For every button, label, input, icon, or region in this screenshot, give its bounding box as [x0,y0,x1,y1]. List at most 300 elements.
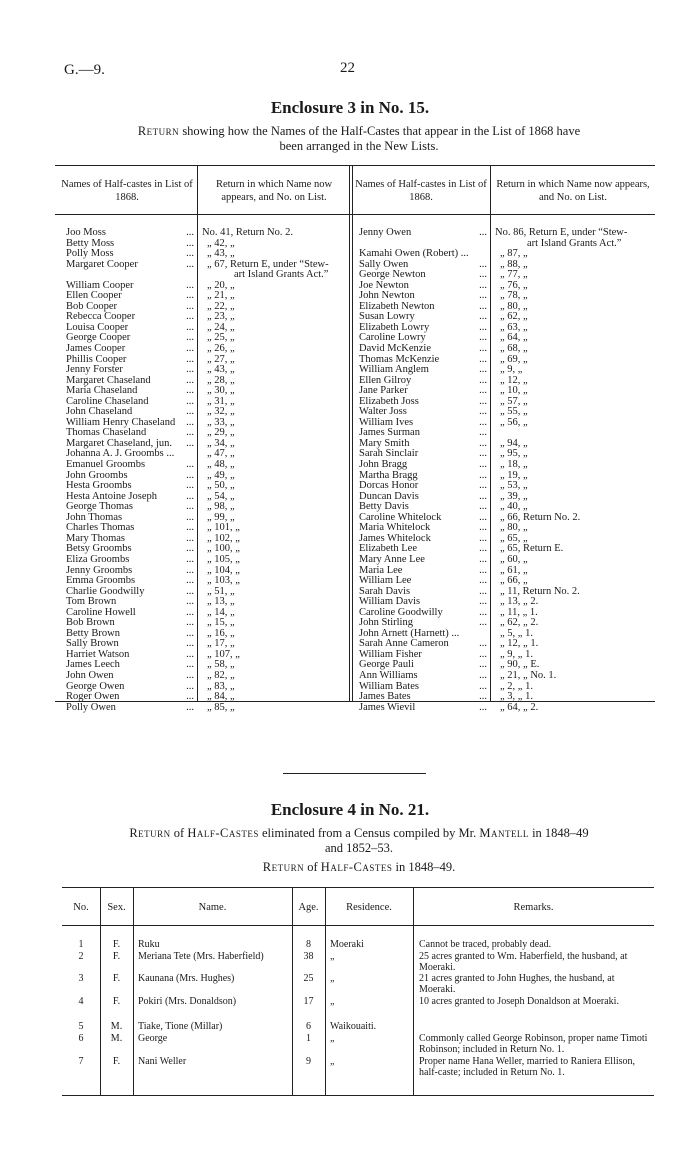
caption-text-2: and 1852–53. [324,841,394,855]
census-sex-cell: F. [112,951,121,962]
name-text: Jenny Groombs [66,564,133,576]
name-text: William Fisher [359,648,422,660]
return-text: „ 67, Return E, under “Stew- [207,258,329,270]
leader-dots: ... [479,669,487,681]
leader-dots: ... [479,543,487,555]
return-text: „ 63, „ [500,321,528,333]
name-text: John Stirling [359,617,413,629]
census-no-cell: 2 [78,951,84,962]
leader-dots: ... [479,648,487,660]
leader-dots: ... [186,321,194,333]
leader-dots: ... [479,511,487,523]
return-text: „ 29, „ [207,427,235,439]
return-text: „ 26, „ [207,343,235,355]
leader-dots: ... [479,459,487,471]
name-text: Polly Moss [66,248,114,260]
return-text: „ 85, „ [207,701,235,713]
name-text: Susan Lowry [359,311,415,323]
return-text: „ 14, „ [207,606,235,618]
table2-col-divider [133,887,134,1095]
name-text: Jane Parker [359,385,408,397]
return-text: „ 51, „ [207,585,235,597]
return-text: „ 16, „ [207,627,235,639]
return-text: „ 103, „ [207,575,240,587]
name-text: Caroline Whitelock [359,511,442,523]
leader-dots: ... [479,300,487,312]
return-text: „ 65, „ [500,532,528,544]
name-text: Walter Joss [359,406,407,418]
name-text: Caroline Chaseland [66,395,149,407]
return-text: „ 104, „ [207,564,240,576]
name-text: Ellen Gilroy [359,374,412,386]
census-no-cell: 4 [78,996,84,1007]
name-text: Martha Bragg [359,469,418,481]
subtitle-lead: Return [262,860,305,874]
name-text: Joe Newton [359,279,409,291]
census-age-cell: 38 [303,951,314,962]
name-text: Harriet Watson [66,648,130,660]
leader-dots: ... [186,490,194,502]
return-text: „ 11, „ 1. [500,606,538,618]
name-text: George Newton [359,269,426,281]
caption-text: of [170,826,188,840]
return-text: „ 17, „ [207,638,235,650]
name-text: George Pauli [359,659,414,671]
name-text: Elizabeth Lee [359,543,418,555]
return-text: „ 94, „ [500,437,528,449]
caption-text: Half-Castes [187,826,259,840]
name-text: Emma Groombs [66,575,136,587]
leader-dots: ... [186,279,194,291]
left-names-list [66,228,194,713]
name-text: Bob Brown [66,617,115,629]
leader-dots: ... [186,532,194,544]
return-text: „ 31, „ [207,395,235,407]
return-entry [495,703,655,714]
return-entry [495,418,655,429]
census-res-cell: „ [330,1056,335,1067]
name-text: Mary Thomas [66,532,126,544]
name-text: Louisa Cooper [66,321,129,333]
return-text: „ 21, „ [207,290,235,302]
leader-dots: ... [479,311,487,323]
enclosure-4-caption [64,826,654,856]
census-rem-cell: Commonly called George Robinson, proper name Timoti Robinson; included in Return No. 1. [419,1033,648,1055]
col-head-no: No. [73,902,89,913]
census-name-cell: Meriana Tete (Mrs. Haberfield) [138,951,264,962]
name-text: Eliza Groombs [66,553,130,565]
return-text: „ 61, „ [500,564,528,576]
return-text: „ 22, „ [207,300,235,312]
leader-dots: ... [479,448,487,460]
half-caste-name [359,228,487,239]
leader-dots: ... [186,648,194,660]
leader-dots: ... [479,427,487,439]
return-text: „ 66, „ [500,575,528,587]
return-text: „ 39, „ [500,490,528,502]
name-text: Ellen Cooper [66,290,122,302]
leader-dots: ... [186,248,194,260]
name-text: Margaret Chaseland, jun. [66,437,172,449]
return-text: „ 49, „ [207,469,235,481]
name-text: Rebecca Cooper [66,311,136,323]
name-text: John Groombs [66,469,128,481]
leader-dots: ... [479,258,487,270]
census-res-cell: „ [330,1033,335,1044]
name-text: John Bragg [359,459,408,471]
return-text: „ 62, „ 2. [500,617,539,629]
census-no-cell: 1 [78,939,84,950]
name-text: William Henry Chaseland [66,416,176,428]
name-text: William Davis [359,596,421,608]
leader-dots: ... [186,469,194,481]
name-text: Sarah Davis [359,585,411,597]
table1-col-divider [197,165,198,701]
enclosure-4-subtitle [64,860,654,875]
leader-dots: ... [186,416,194,428]
name-text: Thomas McKenzie [359,353,440,365]
col-head-remarks: Remarks. [513,902,554,913]
enclosure-4-title: Enclosure 4 in No. 21. [270,800,430,819]
table2-col-divider [413,887,414,1095]
census-sex-cell: F. [112,1056,121,1067]
leader-dots: ... [186,290,194,302]
return-text: „ 98, „ [207,501,235,513]
name-text: Kamahi Owen (Robert) ... [359,248,469,260]
name-text: Betty Brown [66,627,120,639]
name-text: Mary Smith [359,437,410,449]
return-text: „ 50, „ [207,480,235,492]
half-caste-name [66,260,194,271]
name-text: Mary Anne Lee [359,553,425,565]
return-text: „ 77, „ [500,269,528,281]
census-sex-cell: F. [112,973,121,984]
return-text: „ 83, „ [207,680,235,692]
name-text: James Whitelock [359,532,431,544]
name-text: Charles Thomas [66,522,135,534]
return-text: „ 23, „ [207,311,235,323]
table2-col-divider [325,887,326,1095]
return-text: „ 102, „ [207,532,240,544]
return-entry [202,703,348,714]
leader-dots: ... [186,311,194,323]
leader-dots: ... [479,343,487,355]
census-res-cell: „ [330,973,335,984]
return-text: „ 30, „ [207,385,235,397]
census-name-cell: Pokiri (Mrs. Donaldson) [138,996,237,1007]
leader-dots: ... [186,691,194,703]
caption-lead: Return [129,826,171,840]
name-text: Roger Owen [66,691,120,703]
leader-dots: ... [186,427,194,439]
census-no-cell: 6 [78,1033,84,1044]
leader-dots: ... [186,553,194,565]
return-text: No. 41, Return No. 2. [202,227,293,238]
return-text: „ 65, Return E. [500,543,564,555]
name-text: Dorcas Honor [359,480,419,492]
name-text: Duncan Davis [359,490,419,502]
name-text: Caroline Howell [66,606,136,618]
leader-dots: ... [479,364,487,376]
return-text: „ 47, „ [207,448,235,460]
table1-top-rule [55,165,655,166]
name-text: George Owen [66,680,125,692]
leader-dots: ... [479,501,487,513]
census-name-cell: George [138,1033,168,1044]
census-age-cell: 17 [303,996,314,1007]
return-text: „ 24, „ [207,321,235,333]
return-text: „ 18, „ [500,459,528,471]
census-name-cell: Tiake, Tione (Millar) [138,1021,223,1032]
left-returns-list [202,228,348,713]
census-age-cell: 8 [306,939,311,950]
right-names-list [359,228,487,713]
return-text: „ 69, „ [500,353,528,365]
caption-name: Mantell [479,826,529,840]
name-text: Elizabeth Newton [359,300,435,312]
name-text: George Cooper [66,332,131,344]
return-text: „ 40, „ [500,501,528,513]
leader-dots: ... [479,575,487,587]
census-res-cell: „ [330,996,335,1007]
leader-dots: ... [479,638,487,650]
leader-dots: ... [186,353,194,365]
name-text: James Cooper [66,343,126,355]
name-text: Betty Davis [359,501,409,513]
leader-dots: ... [479,585,487,597]
name-text: John Arnett (Harnett) ... [359,627,460,639]
return-text: „ 33, „ [207,416,235,428]
leader-dots: ... [479,480,487,492]
leader-dots: ... [186,585,194,597]
return-text: „ 58, „ [207,659,235,671]
leader-dots: ... [479,385,487,397]
name-text: Maria Chaseland [66,385,138,397]
caption-lead: Return [137,124,180,138]
name-text: George Thomas [66,501,133,513]
table1-center-divider [349,165,353,701]
return-text: „ 42, „ [207,237,235,249]
census-res-cell: Waikouaiti. [330,1021,377,1032]
census-no-cell: 7 [78,1056,84,1067]
leader-dots: ... [479,596,487,608]
return-text: „ 9, „ 1. [500,648,533,660]
table2-head-rule [62,925,654,926]
leader-dots: ... [479,691,487,703]
return-text: „ 90, „ E. [500,659,540,671]
leader-dots: ... [479,227,487,238]
leader-dots: ... [479,606,487,618]
name-text: Elizabeth Lowry [359,321,430,333]
return-text: „ 25, „ [207,332,235,344]
census-age-cell: 9 [306,1056,311,1067]
leader-dots: ... [479,395,487,407]
return-text: „ 21, „ No. 1. [500,669,557,681]
col-head-age: Age. [298,902,319,913]
name-text: William Cooper [66,279,134,291]
name-text: Thomas Chaseland [66,427,147,439]
leader-dots: ... [479,532,487,544]
return-text: „ 12, „ [500,374,528,386]
return-text: „ 100, „ [207,543,240,555]
return-text: „ 54, „ [207,490,235,502]
return-text: „ 43, „ [207,364,235,376]
return-text: „ 66, Return No. 2. [500,511,581,523]
leader-dots: ... [479,522,487,534]
leader-dots: ... [479,416,487,428]
leader-dots: ... [186,680,194,692]
leader-dots: ... [186,511,194,523]
name-text: Maria Whitelock [359,522,431,534]
leader-dots: ... [479,290,487,302]
leader-dots: ... [186,437,194,449]
name-text: Bob Cooper [66,300,118,312]
name-text: Margaret Chaseland [66,374,151,386]
return-text: „ 55, „ [500,406,528,418]
name-text: Ann Williams [359,669,418,681]
col-head-name: Name. [198,902,227,913]
return-text: „ 80, „ [500,522,528,534]
leader-dots: ... [186,659,194,671]
name-text: Betsy Groombs [66,543,132,555]
leader-dots: ... [479,332,487,344]
enclosure-3-caption [64,124,654,154]
name-text: James Bates [359,691,411,703]
leader-dots: ... [186,701,194,713]
census-sex-cell: M. [110,1021,123,1032]
leader-dots: ... [186,237,194,249]
name-text: Johanna A. J. Groombs ... [66,448,175,460]
name-text: Sarah Anne Cameron [359,638,449,650]
leader-dots: ... [186,406,194,418]
leader-dots: ... [186,522,194,534]
census-res-cell: Moeraki [330,939,364,950]
name-text: Sally Brown [66,638,119,650]
return-text: „ 99, „ [207,511,235,523]
return-text: „ 87, „ [500,248,528,260]
return-text: „ 95, „ [500,448,528,460]
census-rem-cell: 10 acres granted to Joseph Donaldson at Moeraki. [419,996,619,1007]
table1-head-rule [55,214,655,215]
return-text: „ 10, „ [500,385,528,397]
name-text: Sally Owen [359,258,409,270]
leader-dots: ... [479,564,487,576]
return-text: „ 34, „ [207,437,235,449]
return-text: „ 64, „ 2. [500,701,539,713]
return-text: „ 48, „ [207,459,235,471]
leader-dots: ... [479,469,487,481]
subtitle-text: of [304,860,321,874]
leader-dots: ... [186,596,194,608]
census-age-cell: 25 [303,973,314,984]
leader-dots: ... [479,321,487,333]
col-head-residence: Residence. [346,902,392,913]
name-text: Joo Moss [66,227,106,238]
caption-text: in 1848–49 [528,826,589,840]
return-text: „ 27, „ [207,353,235,365]
return-text: „ 13, „ 2. [500,596,539,608]
leader-dots: ... [186,669,194,681]
leader-dots: ... [186,606,194,618]
leader-dots: ... [186,364,194,376]
leader-dots: ... [186,395,194,407]
return-text: „ 56, „ [500,416,528,428]
census-rem-cell: 21 acres granted to John Hughes, the husband, at Moeraki. [419,973,615,995]
name-text: Polly Owen [66,701,116,713]
name-text: David McKenzie [359,343,432,355]
census-sex-cell: F. [112,939,121,950]
leader-dots: ... [186,332,194,344]
leader-dots: ... [479,490,487,502]
return-text: „ 82, „ [207,669,235,681]
leader-dots: ... [479,617,487,629]
leader-dots: ... [479,279,487,291]
name-text: Emanuel Groombs [66,459,146,471]
leader-dots: ... [186,385,194,397]
name-text: Caroline Lowry [359,332,426,344]
leader-dots: ... [186,480,194,492]
table1-col-divider [490,165,491,701]
leader-dots: ... [186,617,194,629]
name-text: Margaret Cooper [66,258,138,270]
document-code: G.—9. [64,62,105,78]
return-text: „ 5, „ 1. [500,627,533,639]
census-rem-cell: Cannot be traced, probably dead. [419,939,552,950]
name-text: James Wievil [359,701,416,713]
census-res-cell: „ [330,951,335,962]
enclosure-3-title: Enclosure 3 in No. 15. [270,98,430,117]
census-name-cell: Ruku [138,939,160,950]
leader-dots: ... [186,543,194,555]
return-text: „ 15, „ [207,617,235,629]
leader-dots: ... [186,501,194,513]
return-text: „ 3, „ 1. [500,691,533,703]
return-text: „ 76, „ [500,279,528,291]
census-sex-cell: F. [112,996,121,1007]
name-text: William Bates [359,680,419,692]
return-text: „ 19, „ [500,469,528,481]
leader-dots: ... [479,437,487,449]
return-text: „ 57, „ [500,395,528,407]
name-text: Maria Lee [359,564,403,576]
name-text: Elizabeth Joss [359,395,419,407]
return-text: art Island Grants Act.” [234,269,329,281]
return-text: „ 80, „ [500,300,528,312]
return-text: „ 88, „ [500,258,528,270]
leader-dots: ... [479,701,487,713]
name-text: Charlie Goodwilly [66,585,145,597]
name-text: James Leech [66,659,120,671]
census-rem-cell: Proper name Hana Weller, married to Raniera Ellison, half-caste; included in Return No. 1. [419,1056,636,1078]
leader-dots: ... [479,269,487,281]
return-text: „ 9, „ [500,364,523,376]
return-text: „ 28, „ [207,374,235,386]
return-text: „ 68, „ [500,343,528,355]
return-text: „ 62, „ [500,311,528,323]
return-text: „ 2, „ 1. [500,680,533,692]
leader-dots: ... [186,374,194,386]
name-text: John Chaseland [66,406,133,418]
return-text: No. 86, Return E, under “Stew- [495,227,628,238]
leader-dots: ... [186,638,194,650]
leader-dots: ... [186,227,194,238]
leader-dots: ... [479,659,487,671]
name-text: John Thomas [66,511,123,523]
return-text: „ 101, „ [207,522,240,534]
name-text: Tom Brown [66,596,117,608]
col-head-sex: Sex. [107,902,126,913]
leader-dots: ... [186,627,194,639]
